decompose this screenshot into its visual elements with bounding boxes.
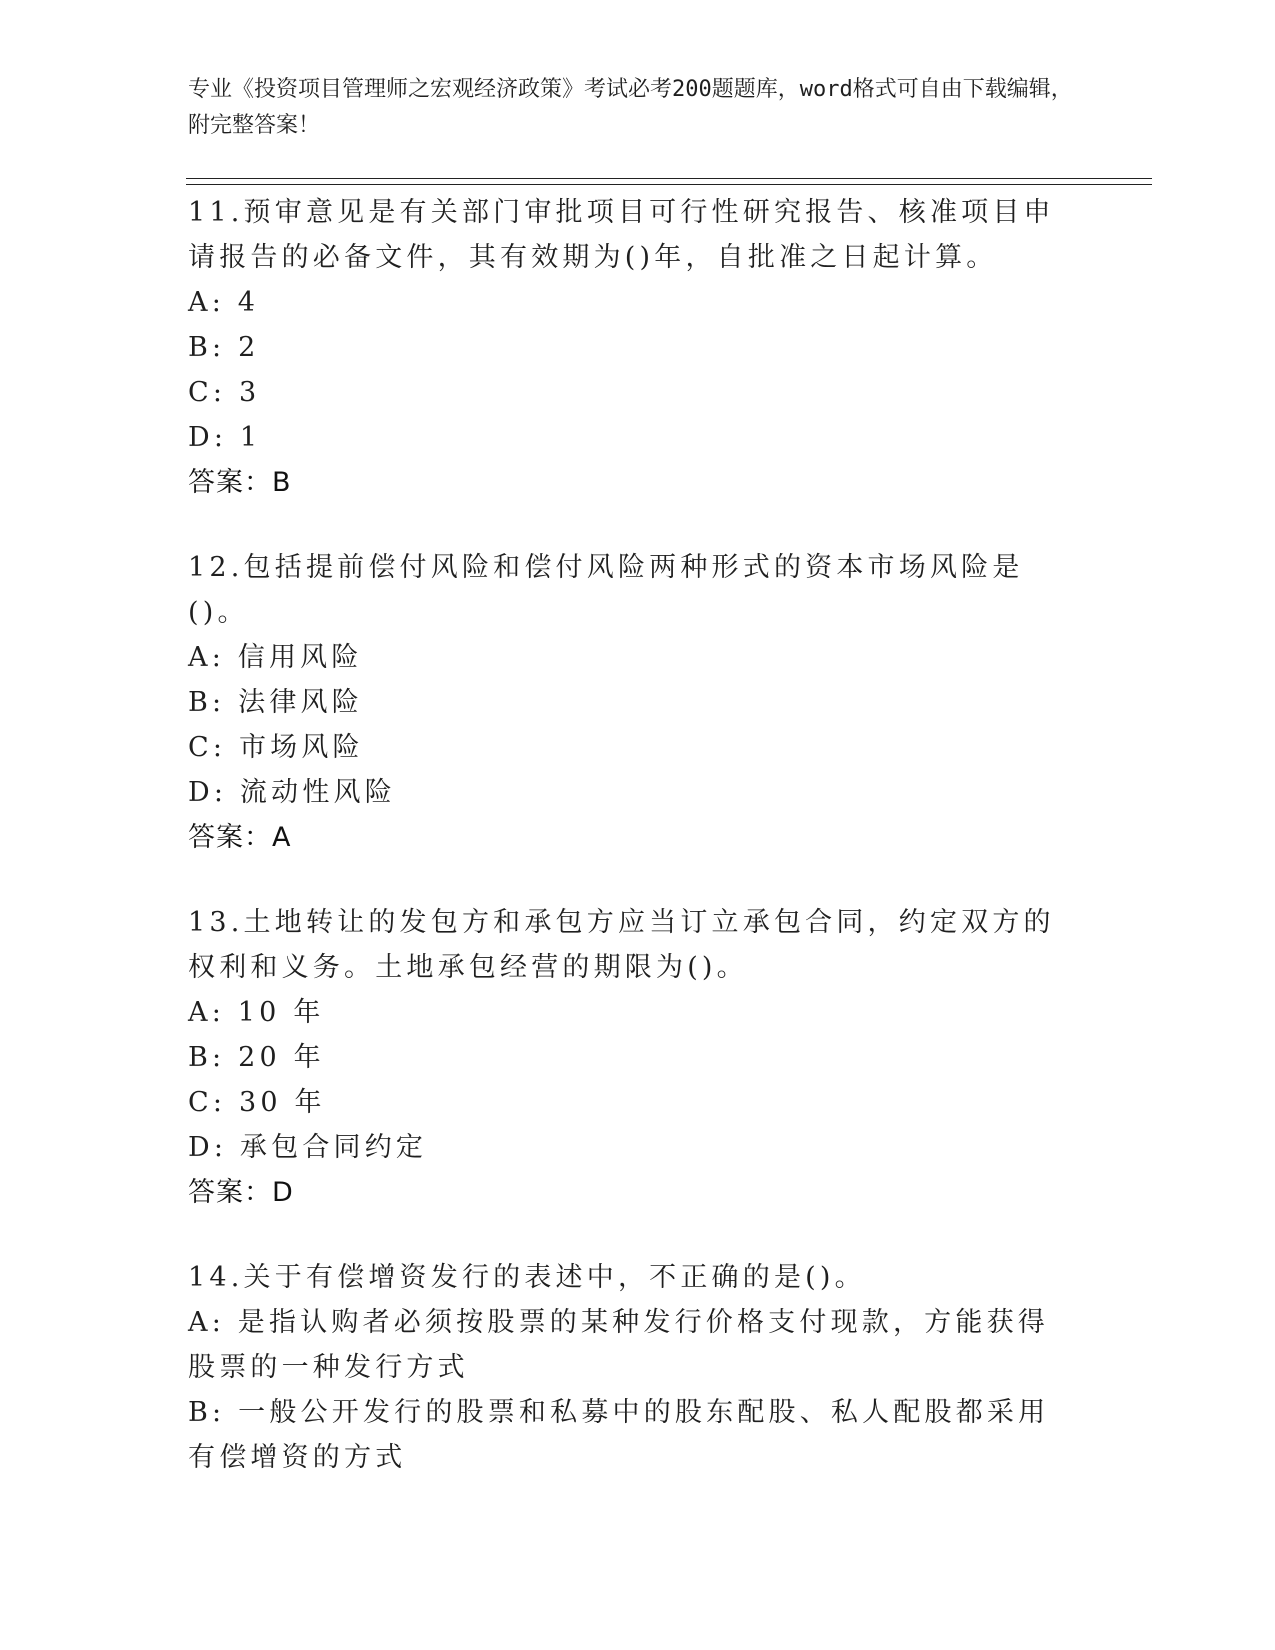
question-list: [188, 190, 1068, 1480]
question-13: [188, 900, 1068, 1215]
option-a: A: 是指认购者必须按股票的某种发行价格支付现款，方能获得股票的一种发行方式: [188, 1307, 1049, 1383]
option-b: B: 一般公开发行的股票和私募中的股东配股、私人配股都采用有偿增资的方式: [188, 1397, 1050, 1473]
option-d: D: 1: [188, 422, 262, 453]
header-divider-top: [186, 178, 1152, 179]
header-divider-bottom: [186, 184, 1152, 185]
answer-line: 答案：A: [188, 822, 292, 853]
option-c: C: 市场风险: [188, 732, 364, 763]
option-b: B: 20 年: [188, 1042, 325, 1073]
option-a: A: 信用风险: [188, 642, 363, 673]
option-c: C: 3: [188, 377, 261, 408]
question-stem: 12.包括提前偿付风险和偿付风险两种形式的资本市场风险是()。: [188, 552, 1024, 628]
question-12: [188, 545, 1068, 860]
option-a: A: 10 年: [188, 997, 325, 1028]
option-c: C: 30 年: [188, 1087, 326, 1118]
answer-line: 答案：B: [188, 467, 292, 498]
document-header: 专业《投资项目管理师之宏观经济政策》考试必考200题题库，word格式可自由下载编辑，附完整答案！: [188, 77, 1073, 138]
question-stem: 13.土地转让的发包方和承包方应当订立承包合同，约定双方的权利和义务。土地承包经营的期限为()。: [188, 907, 1055, 983]
question-stem: 11.预审意见是有关部门审批项目可行性研究报告、核准项目申请报告的必备文件，其有效期为()年，自批准之日起计算。: [188, 197, 1055, 273]
option-d: D: 流动性风险: [188, 777, 396, 808]
question-stem: 14.关于有偿增资发行的表述中，不正确的是()。: [188, 1262, 866, 1293]
option-d: D: 承包合同约定: [188, 1132, 428, 1163]
option-b: B: 法律风险: [188, 687, 363, 718]
answer-line: 答案：D: [188, 1177, 294, 1208]
question-14: [188, 1255, 1068, 1480]
question-11: [188, 190, 1068, 505]
option-b: B: 2: [188, 332, 260, 363]
option-a: A: 4: [188, 287, 260, 318]
